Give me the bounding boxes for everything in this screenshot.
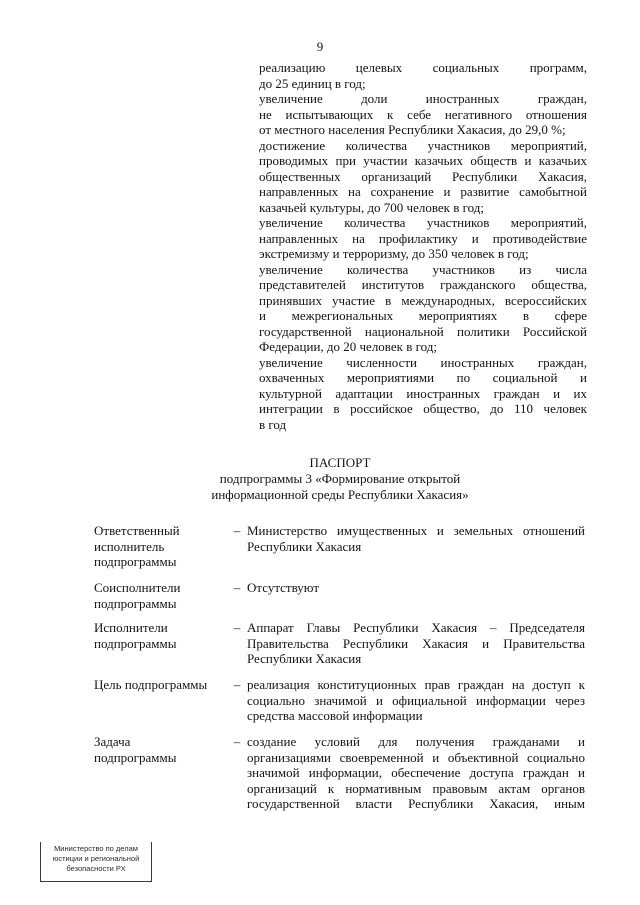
passport-subtitle: информационной среды Республики Хакасия» [211, 487, 469, 502]
continuation-line: проводимых при участии казачьих обществ и казачьих [259, 153, 587, 168]
row-dash: – [233, 620, 241, 635]
continuation-line: представителей институтов гражданского общества, [259, 277, 587, 292]
passport-title: ПАСПОРТ [309, 455, 371, 470]
row-label: Задача подпрограммы [94, 734, 177, 765]
row-value: реализация конституционных прав граждан на доступ к социально значимой и официальной информации через средства массовой информации [247, 677, 585, 723]
passport-subtitle: подпрограммы 3 «Формирование открытой [219, 471, 461, 486]
continuation-line: не испытывающих к себе негативного отношения [259, 106, 587, 122]
ministry-stamp: Министерство по делам юстиции и региональной безопасности РХ [40, 842, 152, 882]
continuation-line: увеличение доли иностранных граждан, [259, 91, 587, 106]
continuation-line: принявших участие в международных, всероссийских [259, 292, 587, 308]
row-value: создание условий для получения гражданами и организациями своевременной и объективной социально значимой информации, обеспечение доступа граждан и организаций к нормативным правовым актам органов государственной власти Республики Хакасия, иным [247, 734, 585, 811]
continuation-line: в год [259, 416, 287, 432]
continuation-line: увеличение количества участников из числа [259, 261, 587, 277]
row-value: Аппарат Главы Республики Хакасия – Председателя Правительства Республики Хакасия и Правительства Республики Хакасия [247, 620, 585, 666]
row-label: Исполнители подпрограммы [94, 620, 177, 651]
continuation-line: охваченных мероприятиями по социальной и [259, 370, 587, 385]
row-dash: – [233, 734, 241, 749]
continuation-line: культурной адаптации иностранных граждан и их [259, 385, 587, 401]
continuation-line: общественных организаций Республики Хакасия, [259, 168, 587, 184]
continuation-line: государственной национальной политики Российской [259, 323, 587, 339]
row-label: Ответственный исполнитель подпрограммы [94, 523, 180, 569]
continuation-line: Федерации, до 20 человек в год; [259, 339, 437, 354]
continuation-line: до 25 единиц в год; [259, 75, 366, 91]
continuation-line: от местного населения Республики Хакасия, до 29,0 %; [259, 122, 566, 137]
row-label: Соисполнители подпрограммы [94, 580, 181, 611]
row-dash: – [233, 580, 241, 595]
row-dash: – [233, 523, 241, 538]
continuation-line: казачьей культуры, до 700 человек в год; [259, 199, 484, 215]
row-value: Министерство имущественных и земельных отношений Республики Хакасия [247, 523, 585, 554]
continuation-line: направленных на профилактику и противодействие [259, 230, 587, 246]
continuation-block [259, 60, 587, 432]
continuation-line: достижение количества участников мероприятий, [259, 137, 587, 153]
continuation-line: реализацию целевых социальных программ, [259, 60, 587, 75]
continuation-line: и межрегиональных мероприятиях в сфере [259, 308, 587, 323]
continuation-line: интеграции в российское общество, до 110 человек [259, 401, 587, 416]
row-label: Цель подпрограммы [94, 677, 208, 692]
row-dash: – [233, 677, 241, 692]
continuation-line: экстремизму и терроризму, до 350 человек в год; [259, 246, 529, 261]
continuation-line: увеличение численности иностранных граждан, [259, 354, 587, 370]
continuation-line: направленных на сохранение и развитие самобытной [259, 184, 587, 199]
continuation-line: увеличение количества участников мероприятий, [259, 215, 587, 230]
page-number: 9 [316, 39, 324, 54]
row-value: Отсутствуют [247, 580, 320, 595]
